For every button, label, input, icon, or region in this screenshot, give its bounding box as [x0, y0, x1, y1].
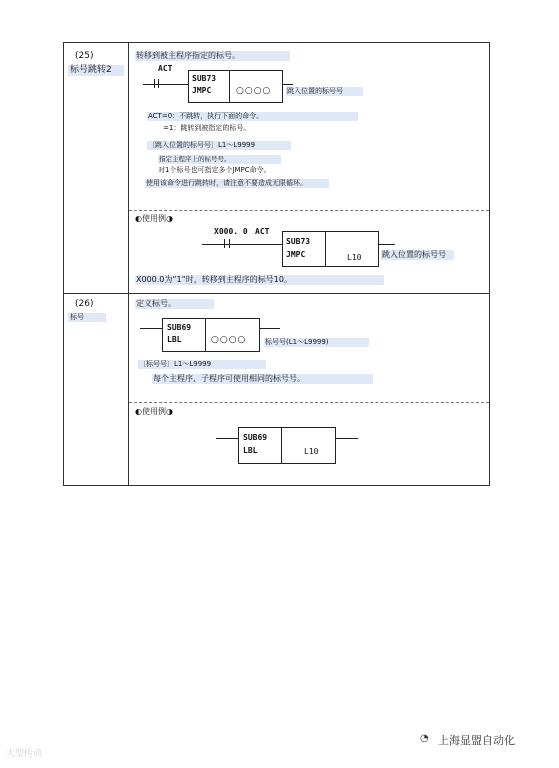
label-range-caption: 标号号(L1～L9999)	[264, 338, 369, 347]
label-function-name: LBL	[167, 335, 182, 344]
jump-range-note-2: 对1个标号也可指定多个JMPC命令。	[158, 166, 271, 174]
act-label: ACT	[158, 64, 173, 73]
function-name: JMPC	[192, 86, 212, 95]
label-range: 〔标号号〕L1～L9999	[138, 360, 266, 369]
act1-text: =1：跳转到被指定的标号。	[163, 124, 251, 132]
example-contact-right	[229, 239, 230, 248]
ladder-line	[143, 84, 188, 85]
example-act-label: ACT	[255, 227, 270, 236]
example-divider	[129, 210, 489, 211]
example-block-divider	[325, 231, 326, 267]
example-function-name: JMPC	[286, 250, 306, 259]
example-parameter: L10	[347, 253, 362, 262]
watermark-right: 上海显盟自动化	[438, 734, 515, 747]
label-function-code: SUB69	[167, 323, 192, 332]
section-26-number: (26)	[75, 299, 94, 309]
parameter-placeholder: ○○○○	[236, 86, 272, 96]
contact-right	[158, 79, 159, 88]
section-25-title: 标号跳转2	[68, 65, 124, 76]
example-description: X000.0为“1”时，转移到主程序的标号10。	[135, 275, 384, 285]
label-note: 每个主程序、子程序可使用相同的标号号。	[152, 374, 373, 384]
section-25-number: (25)	[75, 51, 94, 61]
wechat-icon: ◔	[420, 733, 429, 744]
example-divider-26	[129, 402, 489, 403]
example-contact-label: X000. 0	[214, 227, 248, 236]
label-ladder-out	[260, 328, 280, 329]
label-ladder-line	[140, 328, 162, 329]
example-jump-label-caption: 跳入位置的标号号	[381, 250, 454, 260]
example-label-parameter: L10	[304, 447, 319, 456]
example-label-divider	[281, 427, 282, 464]
example-contact-left	[224, 239, 225, 248]
example-ladder-out	[379, 244, 395, 245]
caution-text: 使用该命令进行跳转时，请注意不要造成无限循环。	[145, 179, 329, 188]
block-divider	[229, 70, 230, 103]
jump-range: 〔跳入位置的标号号〕L1～L9999	[147, 141, 291, 150]
label-block-divider	[205, 318, 206, 352]
jump-range-note-1: 指定主程序上的标号号。	[158, 155, 281, 164]
example-title-25: ◐使用例◑	[135, 214, 173, 223]
act0-text: ACT=0：不跳转，执行下面的命令。	[147, 112, 358, 121]
jump-label-caption: 跳入位置的标号号	[286, 87, 363, 96]
section-25-description: 转移到被主程序指定的标号。	[135, 51, 290, 61]
watermark-left: 大型传动	[6, 749, 43, 759]
column-divider	[128, 42, 129, 486]
section-26-title: 标号	[68, 313, 106, 322]
example-ladder-line	[202, 244, 282, 245]
example-label-code: SUB69	[243, 433, 268, 442]
function-code: SUB73	[192, 74, 217, 83]
section-26-description: 定义标号。	[135, 299, 214, 309]
ladder-line-out	[283, 84, 293, 85]
example-label-ladder-out	[336, 438, 358, 439]
example-function-code: SUB73	[286, 237, 311, 246]
section-divider	[63, 293, 490, 294]
example-label-name: LBL	[243, 446, 258, 455]
example-title-26: ◐使用例◑	[135, 407, 173, 416]
example-label-ladder-line	[216, 438, 238, 439]
contact-left	[154, 79, 155, 88]
label-parameter-placeholder: ○○○○	[211, 335, 247, 345]
